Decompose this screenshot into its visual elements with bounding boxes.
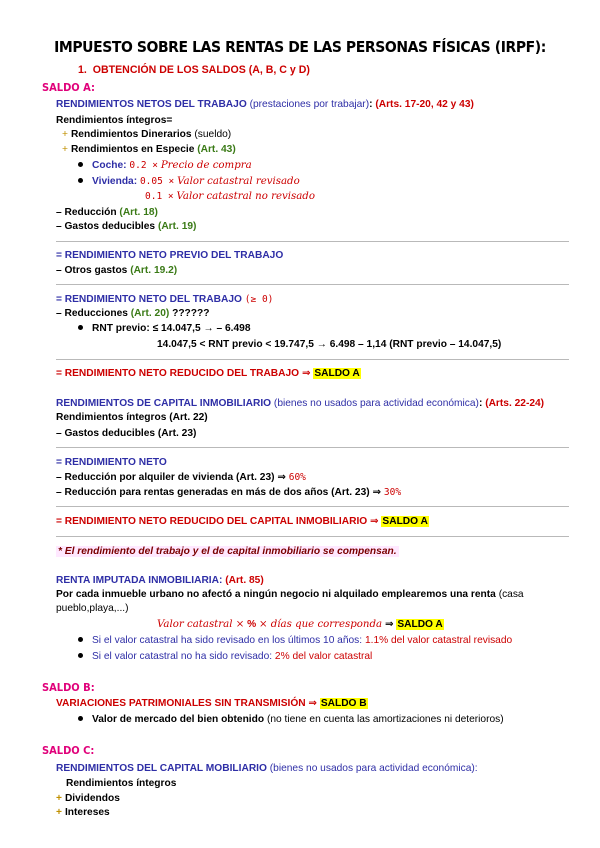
document-title: IMPUESTO SOBRE LAS RENTAS DE LAS PERSONAS FÍSICAS (IRPF): [54, 38, 546, 56]
divider [56, 447, 569, 448]
divider [56, 284, 569, 285]
saldo-c-heading: SALDO C: [42, 744, 95, 757]
rnt-item-2: 14.047,5 < RNT previo < 19.747,5 → 6.498 – 1,14 (RNT previo – 14.047,5) [157, 339, 502, 350]
list-item-intereses: + Intereses [56, 807, 110, 818]
gastos-line: – Gastos deducibles (Art. 19) [56, 221, 197, 232]
divider [56, 241, 569, 242]
rendimiento-neto-reducido-capital: = RENDIMIENTO NETO REDUCIDO DEL CAPITAL INMOBILIARIO ⇒ SALDO A [56, 516, 428, 527]
renta-imputada-desc-cont: pueblo,playa,...) [56, 603, 129, 614]
rendimiento-previo: = RENDIMIENTO NETO PREVIO DEL TRABAJO [56, 250, 284, 261]
imputada-item-no-revisado: Si el valor catastral no ha sido revisado: 2% del valor catastral [78, 650, 372, 663]
imputada-item-revisado: Si el valor catastral ha sido revisado en los últimos 10 años: 1.1% del valor catastral revisado [78, 634, 512, 647]
saldo-b-heading: SALDO B: [42, 681, 95, 694]
trabajo-heading: RENDIMIENTOS NETOS DEL TRABAJO (prestaciones por trabajar): (Arts. 17-20, 42 y 43) [56, 99, 474, 110]
otros-gastos-line: – Otros gastos (Art. 19.2) [56, 265, 178, 276]
rendimientos-integros: Rendimientos íntegros= [56, 115, 173, 126]
renta-imputada-desc: Por cada inmueble urbano no afectó a ningún negocio ni alquilado emplearemos una renta (casa [56, 589, 524, 600]
rendimiento-neto: = RENDIMIENTO NETO DEL TRABAJO (≥ 0) [56, 294, 274, 305]
variaciones-patrimoniales: VARIACIONES PATRIMONIALES SIN TRANSMISIÓN ⇒ SALDO B [56, 698, 367, 709]
vivienda-no-revisado: 0.1 × Valor catastral no revisado [145, 191, 315, 202]
list-item-dividendos: + Dividendos [56, 793, 120, 804]
list-item-vivienda: Vivienda: 0.05 × Valor catastral revisado [78, 175, 300, 188]
renta-imputada-heading: RENTA IMPUTADA INMOBILIARIA: (Art. 85) [56, 575, 264, 586]
capital-reduccion-2: – Reducción para rentas generadas en más de dos años (Art. 23) ⇒ 30% [56, 487, 402, 498]
list-item-especie: + Rendimientos en Especie (Art. 43) [62, 144, 236, 155]
list-item-coche: Coche: 0.2 × Precio de compra [78, 159, 252, 172]
reduccion-line: – Reducción (Art. 18) [56, 207, 158, 218]
capital-inmobiliario-heading: RENDIMIENTOS DE CAPITAL INMOBILIARIO (bienes no usados para actividad económica): (Arts. 22-24) [56, 398, 545, 409]
capital-integros: Rendimientos íntegros (Art. 22) [56, 412, 208, 423]
divider [56, 506, 569, 507]
renta-imputada-formula: Valor catastral × % × días que corresponda ⇒ SALDO A [157, 619, 443, 630]
capital-gastos: – Gastos deducibles (Art. 23) [56, 428, 197, 439]
divider [56, 536, 569, 537]
mobiliario-integros: Rendimientos íntegros [66, 778, 177, 789]
capital-mobiliario-heading: RENDIMIENTOS DEL CAPITAL MOBILIARIO (bienes no usados para actividad económica): [56, 763, 478, 774]
rnt-item-1: RNT previo: ≤ 14.047,5 → – 6.498 [78, 322, 250, 335]
list-item-dinerarios: + Rendimientos Dinerarios (sueldo) [62, 129, 232, 140]
saldo-a-heading: SALDO A: [42, 81, 95, 94]
section-heading: 1. OBTENCIÓN DE LOS SALDOS (A, B, C y D) [78, 64, 310, 76]
rendimiento-neto-reducido-trabajo: = RENDIMIENTO NETO REDUCIDO DEL TRABAJO ⇒ SALDO A [56, 368, 360, 379]
capital-reduccion-1: – Reducción por alquiler de vivienda (Art. 23) ⇒ 60% [56, 472, 306, 483]
valor-mercado-item: Valor de mercado del bien obtenido (no tiene en cuenta las amortizaciones ni deterioros) [78, 713, 504, 726]
capital-rendimiento-neto: = RENDIMIENTO NETO [56, 457, 167, 468]
divider [56, 359, 569, 360]
nota-compensacion: * El rendimiento del trabajo y el de capital inmobiliario se compensan. [58, 546, 397, 557]
reducciones-line: – Reducciones (Art. 20) ?????? [56, 308, 210, 319]
